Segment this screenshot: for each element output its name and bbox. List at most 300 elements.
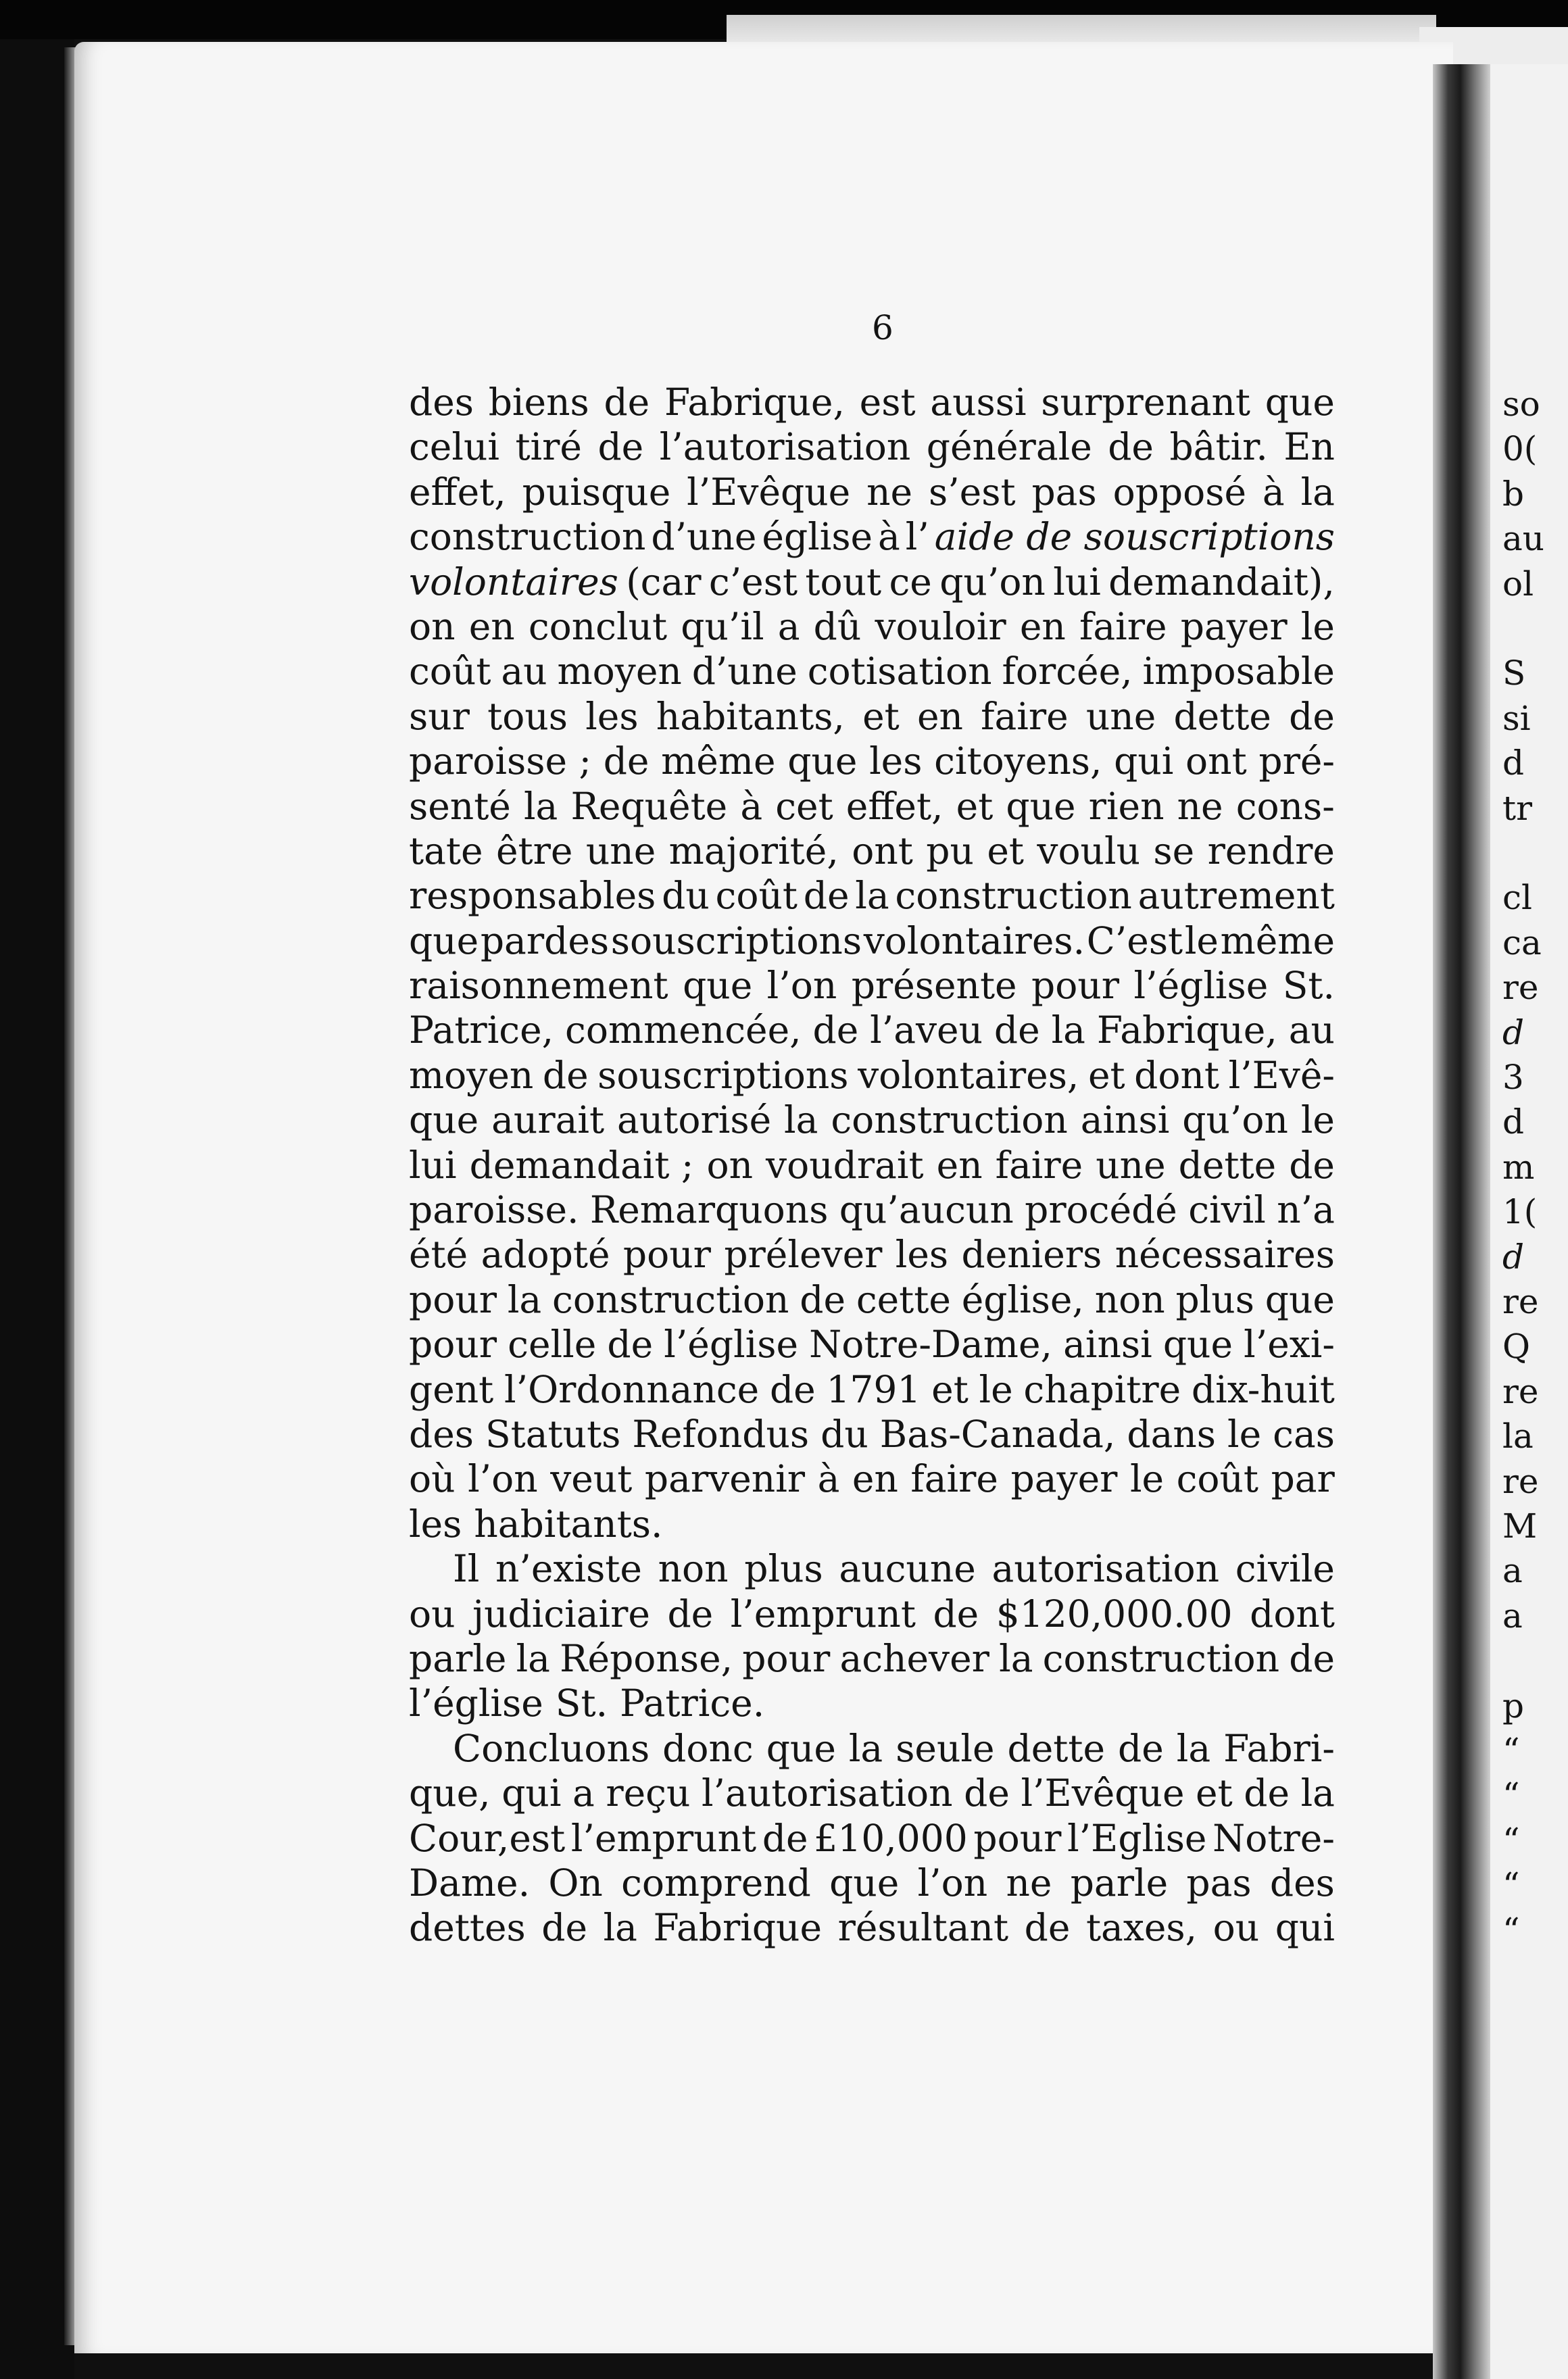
text-line: [409, 1592, 1335, 1636]
word: ce: [889, 560, 932, 604]
word: générale: [926, 425, 1092, 469]
word: payer: [1010, 1457, 1118, 1501]
word: à: [817, 1457, 840, 1501]
text-line: [409, 1008, 1335, 1052]
word: lui: [409, 1143, 457, 1187]
word: pour: [409, 1323, 497, 1367]
page-number: 6: [872, 308, 893, 347]
word: l’Evê-: [1228, 1053, 1335, 1097]
facing-page-text: 0(: [1502, 429, 1538, 469]
text-line: [409, 873, 1335, 918]
text-line: [409, 1771, 1335, 1815]
text-line: [409, 918, 1335, 963]
word: de: [1108, 425, 1154, 469]
word: le: [1300, 604, 1335, 648]
word: de: [1289, 694, 1335, 738]
word: de: [769, 1367, 816, 1411]
word: des: [1269, 1861, 1335, 1905]
word: et: [956, 784, 994, 828]
facing-page-text: M: [1502, 1506, 1538, 1546]
word: la: [848, 1726, 883, 1770]
word: l’autorisation: [659, 425, 911, 469]
word: et: [1196, 1771, 1233, 1815]
word: de: [542, 1053, 589, 1097]
word: en: [936, 1143, 983, 1187]
word: ne: [1006, 1861, 1052, 1905]
word: construction: [552, 1277, 789, 1321]
word: que: [766, 1726, 836, 1770]
word: on: [706, 1143, 754, 1187]
word: chapitre: [1023, 1367, 1181, 1411]
word: et: [862, 694, 900, 738]
word: paroisse ;: [409, 739, 592, 783]
word: les: [895, 1233, 949, 1277]
word: dû: [813, 604, 862, 648]
word: demandait ;: [469, 1143, 694, 1187]
text-line: [409, 1502, 1335, 1546]
word: que: [1265, 381, 1335, 424]
facing-page-text: a: [1502, 1596, 1523, 1636]
word: achever: [839, 1636, 989, 1680]
word: et: [931, 1367, 969, 1411]
word: l’église: [1133, 964, 1269, 1008]
word: qu’il: [681, 604, 764, 648]
word: On: [548, 1861, 603, 1905]
word: la: [507, 1277, 542, 1321]
facing-page-text: d: [1502, 1237, 1525, 1277]
word: de: [604, 381, 650, 424]
word: pour: [409, 1277, 497, 1321]
word: que: [409, 918, 479, 962]
word: Il: [453, 1547, 480, 1591]
word: comprend: [621, 1861, 811, 1905]
word: se: [1153, 829, 1195, 873]
word: du: [662, 874, 710, 918]
word: résultant: [837, 1906, 1009, 1950]
facing-page-text: “: [1502, 1865, 1520, 1905]
word: habitants.: [474, 1502, 663, 1546]
word: de: [1118, 1726, 1164, 1770]
word: £10,000: [814, 1816, 968, 1860]
word: habitants,: [656, 694, 845, 738]
word: le: [1227, 1412, 1262, 1456]
word: parvenir: [644, 1457, 806, 1501]
word: où: [409, 1457, 456, 1501]
word: faire: [981, 694, 1069, 738]
word: tout: [805, 560, 882, 604]
word: s’est: [928, 470, 1016, 514]
word: de: [1289, 1143, 1335, 1187]
word: Refondus: [632, 1412, 810, 1456]
text-line: [409, 380, 1335, 424]
word: Réponse,: [560, 1636, 733, 1680]
text-line: [409, 1726, 1335, 1771]
facing-page-text: ol: [1502, 564, 1534, 604]
word: en: [468, 604, 515, 648]
word: même: [1220, 918, 1335, 962]
word: Cour,est: [409, 1816, 566, 1860]
facing-page-text: 1(: [1502, 1192, 1538, 1232]
word: de: [667, 1592, 714, 1636]
word: nécessaires: [1114, 1233, 1335, 1277]
word: Fabrique,: [1096, 1008, 1277, 1052]
text-line: [409, 604, 1335, 649]
word: les: [409, 1502, 462, 1546]
word: autrement: [1137, 874, 1335, 918]
word: Notre-Dame,: [809, 1323, 1052, 1367]
word: dette: [1007, 1726, 1106, 1770]
word: l’on: [917, 1861, 988, 1905]
text-line: [409, 1861, 1335, 1905]
word: le: [1184, 918, 1219, 962]
word: la: [1051, 1008, 1085, 1052]
word: coût: [409, 649, 491, 693]
word: volontaires.: [863, 918, 1085, 962]
word: Fabri-: [1223, 1726, 1335, 1770]
text-line: [409, 1905, 1335, 1950]
word: la: [1300, 1771, 1335, 1815]
word: ainsi: [1080, 1098, 1170, 1142]
word: a: [777, 604, 800, 648]
word: l’aveu: [870, 1008, 983, 1052]
word: senté: [409, 784, 511, 828]
word: taxes,: [1085, 1906, 1198, 1950]
word: reçu: [606, 1771, 691, 1815]
word: le: [1300, 1098, 1335, 1142]
word: que: [829, 1861, 900, 1905]
word: n’a: [1277, 1188, 1335, 1232]
word: responsables: [409, 874, 656, 918]
word: par: [1271, 1457, 1335, 1501]
word: parle: [1070, 1861, 1169, 1905]
word: parle: [409, 1636, 507, 1680]
word: l’on: [766, 964, 837, 1008]
word: autorisé: [617, 1098, 772, 1142]
word: la: [1300, 470, 1335, 514]
text-line: [409, 1456, 1335, 1501]
word: l’Evêque: [1021, 1771, 1185, 1815]
word: ne: [866, 470, 913, 514]
word: aurait: [491, 1098, 605, 1142]
word: une: [1096, 1143, 1166, 1187]
word: veut: [550, 1457, 633, 1501]
word: voudrait: [766, 1143, 924, 1187]
text-line: [409, 1053, 1335, 1098]
word: des: [409, 1412, 474, 1456]
word: qu’on: [1182, 1098, 1288, 1142]
word: que: [1006, 784, 1076, 828]
word: faire: [1079, 604, 1167, 648]
word: l’on: [468, 1457, 538, 1501]
word: à: [740, 784, 763, 828]
word: la: [603, 1906, 637, 1950]
facing-page-text: d: [1502, 743, 1525, 783]
facing-page-text: d: [1502, 1102, 1525, 1142]
word: à: [878, 515, 900, 559]
facing-page-text: ca: [1502, 923, 1542, 962]
word: de: [541, 1906, 588, 1950]
word: commencée,: [565, 1008, 802, 1052]
word: ou: [1212, 1906, 1260, 1950]
word: dette: [1178, 1143, 1277, 1187]
text-line: [409, 1098, 1335, 1142]
word: de: [603, 739, 650, 783]
word: tiré: [515, 425, 582, 469]
word: de: [800, 1277, 846, 1321]
text-line: [409, 1636, 1335, 1681]
word: du: [820, 1412, 868, 1456]
word: prélever: [724, 1233, 883, 1277]
word: de: [812, 1008, 859, 1052]
facing-page-text: m: [1502, 1147, 1535, 1187]
facing-page-text: re: [1502, 1461, 1539, 1501]
word: deniers: [961, 1233, 1102, 1277]
word: volontaires,: [858, 1053, 1079, 1097]
facing-page-text: Q: [1502, 1327, 1530, 1367]
word: la: [999, 1636, 1033, 1680]
word: de: [597, 425, 644, 469]
word: cotisation: [807, 649, 992, 693]
word: rendre: [1207, 829, 1335, 873]
facing-page-text: “: [1502, 1910, 1520, 1950]
word: En: [1283, 425, 1335, 469]
word: Patrice.: [620, 1682, 765, 1725]
word: le: [979, 1367, 1013, 1411]
word: on: [409, 604, 456, 648]
word: ont: [852, 829, 913, 873]
word: forcée,: [1002, 649, 1133, 693]
word: payer: [1180, 604, 1288, 648]
word: cons-: [1235, 784, 1335, 828]
word: été: [409, 1233, 468, 1277]
word: dont: [1134, 1053, 1220, 1097]
body-text: [409, 380, 1335, 1951]
facing-page-text: “: [1502, 1775, 1520, 1815]
word: $120,000.00: [996, 1592, 1233, 1636]
word: de: [803, 874, 850, 918]
facing-page-text: 3: [1502, 1058, 1524, 1097]
word: de: [762, 1816, 808, 1860]
word: la: [855, 874, 889, 918]
word: tate: [409, 829, 483, 873]
word: pu: [926, 829, 974, 873]
facing-page-text: p: [1502, 1686, 1525, 1725]
word: c’est: [708, 560, 798, 604]
book-gutter: [1433, 64, 1494, 2379]
word: aucune: [839, 1547, 976, 1591]
facing-page-text: la: [1502, 1417, 1534, 1456]
word: la: [1176, 1726, 1211, 1770]
word: qui: [1114, 739, 1174, 783]
word: de: [964, 1771, 1010, 1815]
word: de: [1289, 1636, 1335, 1680]
word: cette: [856, 1277, 951, 1321]
scan-border-left: [0, 39, 74, 2379]
text-line: [409, 424, 1335, 469]
word: de: [994, 1008, 1040, 1052]
facing-page-text: d: [1502, 1012, 1525, 1052]
text-line: [409, 739, 1335, 783]
word: Dame.: [409, 1861, 531, 1905]
word: citoyens,: [934, 739, 1102, 783]
word: demandait),: [1108, 560, 1335, 604]
word: cas: [1273, 1412, 1335, 1456]
word: la: [523, 784, 558, 828]
word: pour: [742, 1636, 831, 1680]
facing-page-text: re: [1502, 968, 1539, 1008]
word: effet,: [846, 784, 944, 828]
word: que: [1162, 1323, 1233, 1367]
facing-page-text: re: [1502, 1371, 1539, 1411]
word: d’une: [691, 649, 798, 693]
word: tous: [487, 694, 568, 738]
word: des: [409, 381, 474, 424]
word: et: [987, 829, 1024, 873]
word: l’église: [664, 1323, 799, 1367]
word: église: [762, 515, 873, 559]
word: qu’on: [939, 560, 1046, 604]
word: une: [585, 829, 656, 873]
word: église,: [961, 1277, 1084, 1321]
word: faire: [995, 1143, 1083, 1187]
facing-page-fragment: [1490, 64, 1568, 2379]
word: construction: [1042, 1636, 1280, 1680]
word: l’Ordonnance: [504, 1367, 760, 1411]
text-line: [409, 470, 1335, 514]
word: voulu: [1037, 829, 1140, 873]
word: que: [1265, 1277, 1335, 1321]
text-line: [409, 1546, 1335, 1591]
word: civil: [1188, 1188, 1266, 1232]
word: Bas-Canada,: [879, 1412, 1116, 1456]
word: de: [607, 1323, 654, 1367]
word: imposable: [1142, 649, 1335, 693]
word: en: [916, 694, 963, 738]
text-line: [409, 560, 1335, 604]
word: St.: [555, 1682, 608, 1725]
word: que,: [409, 1771, 491, 1815]
word: autorisation: [991, 1547, 1220, 1591]
word: en: [852, 1457, 898, 1501]
word: en: [1019, 604, 1066, 648]
word: pré-: [1258, 739, 1335, 783]
text-line: [409, 1277, 1335, 1322]
word: lui: [1053, 560, 1101, 604]
word: au: [1288, 1008, 1335, 1052]
word: dette: [1173, 694, 1271, 738]
text-line: [409, 694, 1335, 739]
word: sur: [409, 694, 470, 738]
word: vouloir: [875, 604, 1006, 648]
word: dont: [1250, 1592, 1335, 1636]
facing-page-text: “: [1502, 1820, 1520, 1860]
word: est: [859, 381, 916, 424]
text-line: [409, 1187, 1335, 1232]
word: seule: [896, 1726, 995, 1770]
word: souscriptions: [610, 918, 862, 962]
word: conclut: [528, 604, 668, 648]
word: n’existe: [495, 1547, 642, 1591]
word: dans: [1127, 1412, 1217, 1456]
word: ne: [1177, 784, 1223, 828]
text-line: [409, 649, 1335, 693]
word: ou: [409, 1592, 456, 1636]
word: que: [683, 964, 753, 1008]
word: une: [1085, 694, 1156, 738]
text-line: [409, 784, 1335, 829]
facing-page-text: au: [1502, 519, 1545, 559]
word: non: [658, 1547, 729, 1591]
text-line: [409, 1412, 1335, 1456]
word: que: [787, 739, 858, 783]
word: l’exi-: [1244, 1323, 1335, 1367]
facing-page-text: b: [1502, 474, 1525, 514]
word: construction: [895, 874, 1132, 918]
text-line: [409, 1232, 1335, 1277]
word: qu’aucun: [839, 1188, 1014, 1232]
word: pardes: [480, 918, 610, 962]
word: pas: [1031, 470, 1097, 514]
word: 1791: [826, 1367, 921, 1411]
word: moyen: [557, 649, 682, 693]
word: qui: [501, 1771, 562, 1815]
word: construction: [409, 515, 646, 559]
word: coût: [715, 874, 798, 918]
text-line: [409, 829, 1335, 873]
text-line: [409, 1816, 1335, 1861]
word: dettes: [409, 1906, 526, 1950]
word: gent: [409, 1367, 494, 1411]
word: bâtir.: [1169, 425, 1268, 469]
word: à: [1262, 470, 1285, 514]
word: paroisse.: [409, 1188, 579, 1232]
word: que: [409, 1098, 479, 1142]
word: souscriptions: [597, 1053, 849, 1097]
word: Fabrique: [653, 1906, 823, 1950]
facing-page-text: cl: [1502, 878, 1532, 918]
word: de: [933, 1592, 979, 1636]
word: procédé: [1025, 1188, 1177, 1232]
text-line: [409, 1322, 1335, 1367]
word: l’: [905, 515, 929, 559]
word: les: [585, 694, 639, 738]
word: l’emprunt: [730, 1592, 916, 1636]
facing-page-text: a: [1502, 1551, 1523, 1591]
word: Notre-: [1212, 1816, 1335, 1860]
word: civile: [1235, 1547, 1335, 1591]
word: construction: [831, 1098, 1068, 1142]
word: pas: [1186, 1861, 1252, 1905]
word: pour: [622, 1233, 711, 1277]
text-line: [409, 514, 1335, 559]
word: Remarquons: [589, 1188, 829, 1232]
word: donc: [662, 1726, 754, 1770]
word: celle: [508, 1323, 597, 1367]
word: judiciaire: [472, 1592, 650, 1636]
word: aussi: [930, 381, 1027, 424]
facing-page-text: S: [1502, 654, 1526, 693]
word: opposé: [1112, 470, 1246, 514]
word: celui: [409, 425, 499, 469]
word: présente: [851, 964, 1017, 1008]
word: l’Evêque: [687, 470, 851, 514]
word: St.: [1282, 964, 1335, 1008]
facing-page-text: si: [1502, 698, 1531, 738]
word: l’église: [409, 1682, 543, 1725]
word: qui: [1275, 1906, 1335, 1950]
word: Requête: [570, 784, 728, 828]
word: et: [1087, 1053, 1125, 1097]
